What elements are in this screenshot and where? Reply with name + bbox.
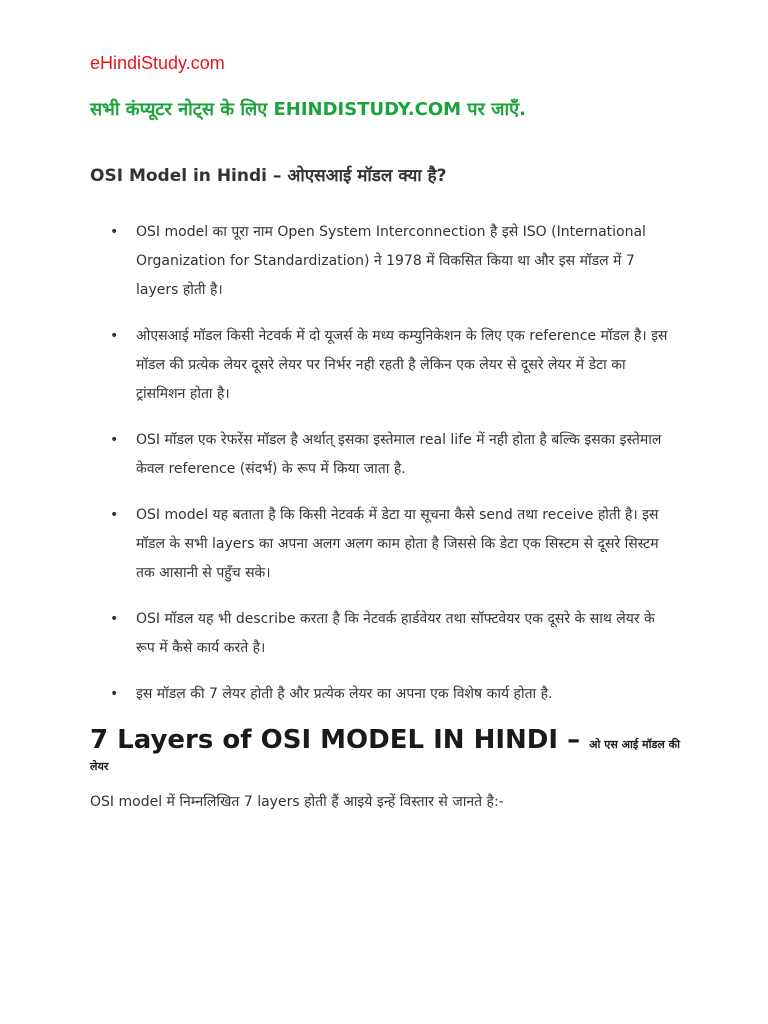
bullet-icon: • xyxy=(110,432,119,448)
bullet-icon: • xyxy=(110,507,119,523)
list-item-text: OSI मॉडल एक रेफरेंस मॉडल है अर्थात् इसका इस्तेमाल real life में नही होता है बल्कि इसका इस्तेमाल केवल reference (संदर्भ) के रूप में किया जाता है. xyxy=(136,432,662,477)
site-link[interactable]: eHindiStudy.com xyxy=(90,53,225,73)
bullet-list xyxy=(110,218,670,709)
intro-line: OSI model में निम्नलिखित 7 layers होती हैं आइये इन्हें विस्तार से जानते है:- xyxy=(90,794,504,810)
list-item-text: इस मॉडल की 7 लेयर होती है और प्रत्येक लेयर का अपना एक विशेष कार्य होता है. xyxy=(136,686,553,702)
list-item xyxy=(110,680,670,709)
list-item-text: ओएसआई मॉडल किसी नेटवर्क में दो यूजर्स के मध्य कम्युनिकेशन के लिए एक reference मॉडल है। इस मॉडल की प्रत्येक लेयर दूसरे लेयर पर निर्भर नही रहती है लेकिन एक लेयर से दूसरे लेयर में डेटा का ट्रांसमिशन होता है। xyxy=(136,328,668,402)
section-heading: OSI Model in Hindi – ओएसआई मॉडल क्या है? xyxy=(90,166,447,186)
bullet-icon: • xyxy=(110,224,119,240)
bullet-icon: • xyxy=(110,611,119,627)
list-item-text: OSI मॉडल यह भी describe करता है कि नेटवर्क हार्डवेयर तथा सॉफ्टवेयर एक दूसरे के साथ लेयर के रूप में कैसे कार्य करते है। xyxy=(136,611,655,656)
bullet-icon: • xyxy=(110,686,119,702)
layers-heading-main: 7 Layers of OSI MODEL IN HINDI – xyxy=(90,725,590,755)
list-item xyxy=(110,426,670,484)
layers-heading-sub: ओ एस आई मॉडल की लेयर xyxy=(90,738,680,773)
bullet-icon: • xyxy=(110,328,119,344)
promo-banner: सभी कंप्यूटर नोट्स के लिए EHINDISTUDY.COM पर जाएँ. xyxy=(90,99,526,120)
list-item xyxy=(110,501,670,588)
layers-heading xyxy=(90,725,690,774)
list-item-text: OSI model का पूरा नाम Open System Interconnection है इसे ISO (International Organization for Standardization) ने 1978 में विकसित किया था और इस मॉडल में 7 layers होती है। xyxy=(136,224,646,298)
list-item xyxy=(110,605,670,663)
list-item xyxy=(110,218,670,305)
list-item-text: OSI model यह बताता है कि किसी नेटवर्क में डेटा या सूचना कैसे send तथा receive होती है। इस मॉडल के सभी layers का अपना अलग अलग काम होता है जिससे कि डेटा एक सिस्टम से दूसरे सिस्टम तक आसानी से पहुँच सके। xyxy=(136,507,659,581)
list-item xyxy=(110,322,670,409)
